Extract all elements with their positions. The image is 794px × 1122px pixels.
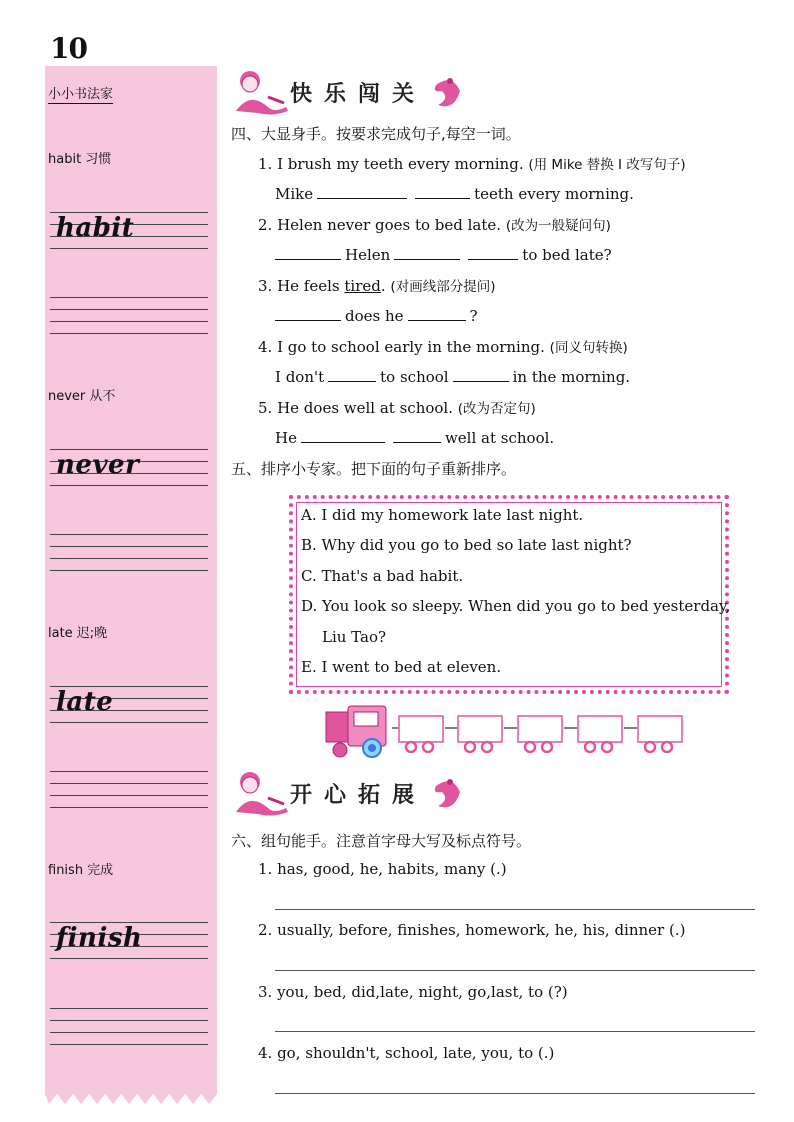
answer-4-1: Mike teeth every morning. xyxy=(275,185,634,203)
banner-happy-expansion xyxy=(228,768,478,818)
script-word-habit: habit xyxy=(56,213,135,243)
question-4-2: 2. Helen never goes to bed late. (改为一般疑问句) xyxy=(258,216,611,234)
section-4-title: 四、大显身手。按要求完成句子,每空一词。 xyxy=(231,125,521,143)
blank-field[interactable] xyxy=(317,184,407,199)
writing-lines-habit-2[interactable] xyxy=(50,297,208,334)
blank-field[interactable] xyxy=(408,306,466,321)
answer-line-6-3[interactable] xyxy=(275,1031,755,1032)
option-d-cont: Liu Tao? xyxy=(322,628,387,646)
word-list-6-1: 1. has, good, he, habits, many (.) xyxy=(258,860,507,878)
blank-field[interactable] xyxy=(453,367,509,382)
section-6-title: 六、组句能手。注意首字母大写及标点符号。 xyxy=(231,832,532,850)
script-word-never: never xyxy=(56,450,140,480)
page-number: 10 xyxy=(50,32,87,65)
writing-lines-never-1 xyxy=(50,449,208,486)
blank-field[interactable] xyxy=(301,428,385,443)
option-b: B. Why did you go to bed so late last night? xyxy=(301,536,632,554)
blank-field[interactable] xyxy=(394,245,460,260)
train-cart-2[interactable] xyxy=(457,714,503,754)
word-list-6-3: 3. you, bed, did,late, night, go,last, to (?) xyxy=(258,983,568,1001)
sidebar-title: 小小书法家 xyxy=(48,83,113,104)
writing-lines-late-1 xyxy=(50,686,208,723)
question-4-4: 4. I go to school early in the morning. (同义句转换) xyxy=(258,338,628,356)
answer-4-2: Helen to bed late? xyxy=(275,245,612,264)
writing-lines-never-2[interactable] xyxy=(50,534,208,571)
option-d: D. You look so sleepy. When did you go to bed yesterday, xyxy=(301,597,731,615)
script-word-finish: finish xyxy=(56,923,143,953)
script-word-late: late xyxy=(56,687,114,717)
answer-4-3: does he ? xyxy=(275,306,478,325)
train-cart-4[interactable] xyxy=(577,714,623,754)
answer-line-6-2[interactable] xyxy=(275,970,755,971)
question-4-5: 5. He does well at school. (改为否定句) xyxy=(258,399,536,417)
writing-lines-habit-1 xyxy=(50,212,208,249)
banner-title-1: 快乐闯关 xyxy=(290,82,427,107)
answer-line-6-1[interactable] xyxy=(275,909,755,910)
option-a: A. I did my homework late last night. xyxy=(301,506,584,524)
option-e: E. I went to bed at eleven. xyxy=(301,658,502,676)
banner-happy-challenge xyxy=(228,67,478,117)
question-4-1: 1. I brush my teeth every morning. (用 Mike 替换 I 改写句子) xyxy=(258,155,686,173)
word-list-6-4: 4. go, shouldn't, school, late, you, to (.) xyxy=(258,1044,555,1062)
writing-lines-finish-1 xyxy=(50,922,208,959)
word-label-habit: habit 习惯 xyxy=(48,152,112,167)
answer-4-4: I don't to school in the morning. xyxy=(275,368,631,386)
word-list-6-2: 2. usually, before, finishes, homework, he, his, dinner (.) xyxy=(258,921,686,939)
answer-4-5: He well at school. xyxy=(275,429,555,447)
train-engine-icon xyxy=(322,702,394,758)
writing-lines-late-2[interactable] xyxy=(50,771,208,808)
word-label-never: never 从不 xyxy=(48,389,116,404)
section-5-title: 五、排序小专家。把下面的句子重新排序。 xyxy=(231,460,517,478)
banner-title-2: 开心拓展 xyxy=(290,783,427,808)
train-couplers xyxy=(380,726,660,730)
train-cart-5[interactable] xyxy=(637,714,683,754)
question-4-3: 3. He feels tired. (对画线部分提问) xyxy=(258,277,496,295)
blank-field[interactable] xyxy=(328,367,376,382)
blank-field[interactable] xyxy=(393,428,441,443)
answer-line-6-4[interactable] xyxy=(275,1093,755,1094)
option-c: C. That's a bad habit. xyxy=(301,567,464,585)
word-label-finish: finish 完成 xyxy=(48,863,114,878)
train-cart-3[interactable] xyxy=(517,714,563,754)
train-cart-1[interactable] xyxy=(398,714,444,754)
blank-field[interactable] xyxy=(415,184,470,199)
blank-field[interactable] xyxy=(275,245,341,260)
blank-field[interactable] xyxy=(468,245,518,260)
sidebar-zigzag-edge xyxy=(45,1084,217,1106)
word-label-late: late 迟;晚 xyxy=(48,626,108,641)
blank-field[interactable] xyxy=(275,306,341,321)
writing-lines-finish-2[interactable] xyxy=(50,1008,208,1045)
